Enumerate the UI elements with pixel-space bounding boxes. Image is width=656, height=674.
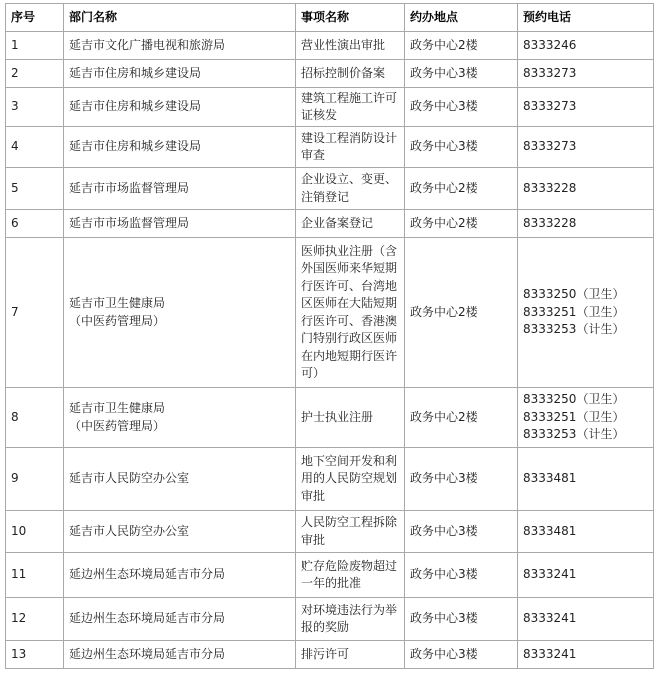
cell-item-line: 招标控制价备案 bbox=[301, 65, 386, 80]
cell-phone-line: 8333251（卫生） bbox=[523, 409, 625, 424]
cell-dept-line: 延吉市卫生健康局 bbox=[69, 296, 166, 310]
cell-phone-line: 8333228 bbox=[523, 215, 577, 230]
cell-item bbox=[296, 448, 405, 511]
cell-phone-line: 8333241 bbox=[523, 611, 577, 626]
header-no: 序号 bbox=[6, 4, 64, 32]
table-body bbox=[6, 32, 654, 669]
cell-dept bbox=[64, 511, 296, 553]
cell-item-line: 护士执业注册 bbox=[301, 409, 374, 424]
table-row bbox=[6, 88, 654, 127]
cell-item bbox=[296, 168, 405, 210]
table-row bbox=[6, 553, 654, 598]
cell-no: 5 bbox=[6, 168, 64, 210]
cell-place: 政务中心3楼 bbox=[405, 127, 518, 168]
cell-place: 政务中心2楼 bbox=[405, 168, 518, 210]
cell-place: 政务中心3楼 bbox=[405, 511, 518, 553]
cell-dept-line: 延吉市卫生健康局 bbox=[69, 401, 166, 415]
cell-dept-line: 延吉市人民防空办公室 bbox=[69, 471, 190, 486]
cell-dept bbox=[64, 448, 296, 511]
cell-item-line: 建筑工程施工许可 bbox=[301, 90, 398, 105]
cell-phone bbox=[518, 598, 654, 641]
cell-dept-line: 延吉市市场监督管理局 bbox=[69, 180, 190, 195]
cell-place: 政务中心2楼 bbox=[405, 238, 518, 388]
cell-dept-line: 延吉市住房和城乡建设局 bbox=[69, 65, 202, 80]
table-row bbox=[6, 60, 654, 88]
table-row bbox=[6, 210, 654, 238]
cell-phone-line: 8333273 bbox=[523, 65, 577, 80]
cell-phone-line: 8333481 bbox=[523, 523, 577, 538]
cell-item bbox=[296, 511, 405, 553]
cell-item bbox=[296, 238, 405, 388]
cell-item-line: 排污许可 bbox=[301, 646, 350, 661]
cell-phone-line: 8333228 bbox=[523, 180, 577, 195]
cell-dept bbox=[64, 388, 296, 448]
cell-item-line: 地下空间开发和利 bbox=[301, 453, 398, 468]
table-row bbox=[6, 641, 654, 669]
cell-item-line: 审批 bbox=[301, 488, 326, 503]
cell-item-line: 行医许可、台湾地 bbox=[301, 278, 398, 293]
cell-place: 政务中心2楼 bbox=[405, 210, 518, 238]
cell-item bbox=[296, 598, 405, 641]
cell-item-line: 医师执业注册（含 bbox=[301, 243, 398, 258]
cell-item-line: 企业备案登记 bbox=[301, 215, 374, 230]
cell-phone bbox=[518, 168, 654, 210]
cell-dept bbox=[64, 127, 296, 168]
cell-item-line: 证核发 bbox=[301, 108, 338, 122]
cell-item-line: 门特别行政区医师 bbox=[301, 331, 398, 345]
table-row bbox=[6, 388, 654, 448]
cell-place: 政务中心3楼 bbox=[405, 598, 518, 641]
header-dept: 部门名称 bbox=[64, 4, 296, 32]
cell-dept-line: 延吉市人民防空办公室 bbox=[69, 523, 190, 538]
cell-item bbox=[296, 553, 405, 598]
table-row bbox=[6, 127, 654, 168]
cell-dept bbox=[64, 168, 296, 210]
cell-no: 9 bbox=[6, 448, 64, 511]
table-row bbox=[6, 168, 654, 210]
cell-phone bbox=[518, 88, 654, 127]
appointment-table bbox=[5, 3, 654, 669]
cell-dept-line: 延吉市文化广播电视和旅游局 bbox=[69, 37, 226, 52]
cell-item-line: 对环境违法行为举 bbox=[301, 602, 398, 617]
cell-item bbox=[296, 127, 405, 168]
cell-no: 8 bbox=[6, 388, 64, 448]
cell-no: 12 bbox=[6, 598, 64, 641]
cell-no: 11 bbox=[6, 553, 64, 598]
cell-no: 10 bbox=[6, 511, 64, 553]
cell-phone bbox=[518, 210, 654, 238]
table-row bbox=[6, 32, 654, 60]
cell-phone-line: 8333250（卫生） bbox=[523, 287, 625, 302]
cell-phone bbox=[518, 511, 654, 553]
cell-item bbox=[296, 388, 405, 448]
cell-phone bbox=[518, 553, 654, 598]
cell-dept-line: 延边州生态环境局延吉市分局 bbox=[69, 567, 226, 582]
cell-dept bbox=[64, 598, 296, 641]
cell-place: 政务中心2楼 bbox=[405, 388, 518, 448]
cell-dept bbox=[64, 238, 296, 388]
cell-phone-line: 8333481 bbox=[523, 471, 577, 486]
cell-item-line: 人民防空工程拆除 bbox=[301, 515, 398, 529]
header-item: 事项名称 bbox=[296, 4, 405, 32]
cell-phone-line: 8333273 bbox=[523, 99, 577, 114]
cell-item bbox=[296, 641, 405, 669]
cell-dept bbox=[64, 210, 296, 238]
cell-place: 政务中心3楼 bbox=[405, 553, 518, 598]
cell-phone-line: 8333273 bbox=[523, 139, 577, 154]
cell-item-line: 外国医师来华短期 bbox=[301, 261, 398, 275]
header-place: 约办地点 bbox=[405, 4, 518, 32]
cell-place: 政务中心3楼 bbox=[405, 60, 518, 88]
cell-dept bbox=[64, 88, 296, 127]
cell-place: 政务中心2楼 bbox=[405, 32, 518, 60]
cell-phone-line: 8333251（卫生） bbox=[523, 304, 625, 319]
cell-phone bbox=[518, 238, 654, 388]
cell-item-line: 可） bbox=[301, 366, 326, 380]
header-phone: 预约电话 bbox=[518, 4, 654, 32]
cell-item-line: 行医许可、香港澳 bbox=[301, 313, 398, 328]
cell-dept-line: 延边州生态环境局延吉市分局 bbox=[69, 646, 226, 661]
cell-no: 4 bbox=[6, 127, 64, 168]
cell-dept bbox=[64, 641, 296, 669]
table-row bbox=[6, 448, 654, 511]
cell-place: 政务中心3楼 bbox=[405, 641, 518, 669]
cell-dept-line: 延边州生态环境局延吉市分局 bbox=[69, 611, 226, 626]
cell-item-line: 审批 bbox=[301, 532, 326, 547]
cell-phone bbox=[518, 127, 654, 168]
table-row bbox=[6, 238, 654, 388]
cell-place: 政务中心3楼 bbox=[405, 448, 518, 511]
cell-no: 2 bbox=[6, 60, 64, 88]
cell-dept-line: 延吉市市场监督管理局 bbox=[69, 215, 190, 230]
cell-phone-line: 8333253（计生） bbox=[523, 322, 625, 337]
cell-dept bbox=[64, 60, 296, 88]
cell-item-line: 企业设立、变更、 bbox=[301, 172, 398, 186]
cell-phone bbox=[518, 60, 654, 88]
cell-dept bbox=[64, 32, 296, 60]
cell-item bbox=[296, 32, 405, 60]
cell-item bbox=[296, 210, 405, 238]
cell-item-line: 一年的批准 bbox=[301, 576, 362, 590]
table-row bbox=[6, 511, 654, 553]
cell-phone-line: 8333250（卫生） bbox=[523, 392, 625, 407]
cell-dept-line: （中医药管理局） bbox=[69, 313, 166, 328]
cell-no: 13 bbox=[6, 641, 64, 669]
cell-no: 6 bbox=[6, 210, 64, 238]
cell-item-line: 审查 bbox=[301, 148, 326, 162]
cell-item-line: 建设工程消防设计 bbox=[301, 130, 398, 145]
cell-item-line: 报的奖励 bbox=[301, 620, 350, 634]
cell-phone bbox=[518, 641, 654, 669]
cell-item bbox=[296, 60, 405, 88]
cell-dept-line: 延吉市住房和城乡建设局 bbox=[69, 99, 202, 114]
cell-item bbox=[296, 88, 405, 127]
cell-item-line: 区医师在大陆短期 bbox=[301, 296, 398, 310]
table-header-row bbox=[6, 4, 654, 32]
cell-item-line: 贮存危险废物超过 bbox=[301, 558, 398, 573]
cell-phone-line: 8333246 bbox=[523, 37, 577, 52]
cell-phone bbox=[518, 448, 654, 511]
cell-dept-line: 延吉市住房和城乡建设局 bbox=[69, 139, 202, 154]
cell-no: 3 bbox=[6, 88, 64, 127]
cell-phone bbox=[518, 388, 654, 448]
cell-item-line: 营业性演出审批 bbox=[301, 37, 386, 52]
cell-dept bbox=[64, 553, 296, 598]
cell-item-line: 用的人民防空规划 bbox=[301, 471, 398, 486]
table-row bbox=[6, 598, 654, 641]
cell-item-line: 在内地短期行医许 bbox=[301, 348, 398, 363]
cell-phone-line: 8333241 bbox=[523, 567, 577, 582]
cell-phone-line: 8333241 bbox=[523, 646, 577, 661]
cell-no: 1 bbox=[6, 32, 64, 60]
cell-dept-line: （中医药管理局） bbox=[69, 418, 166, 433]
cell-phone bbox=[518, 32, 654, 60]
cell-place: 政务中心3楼 bbox=[405, 88, 518, 127]
cell-item-line: 注销登记 bbox=[301, 189, 350, 204]
cell-phone-line: 8333253（计生） bbox=[523, 427, 625, 442]
cell-no: 7 bbox=[6, 238, 64, 388]
